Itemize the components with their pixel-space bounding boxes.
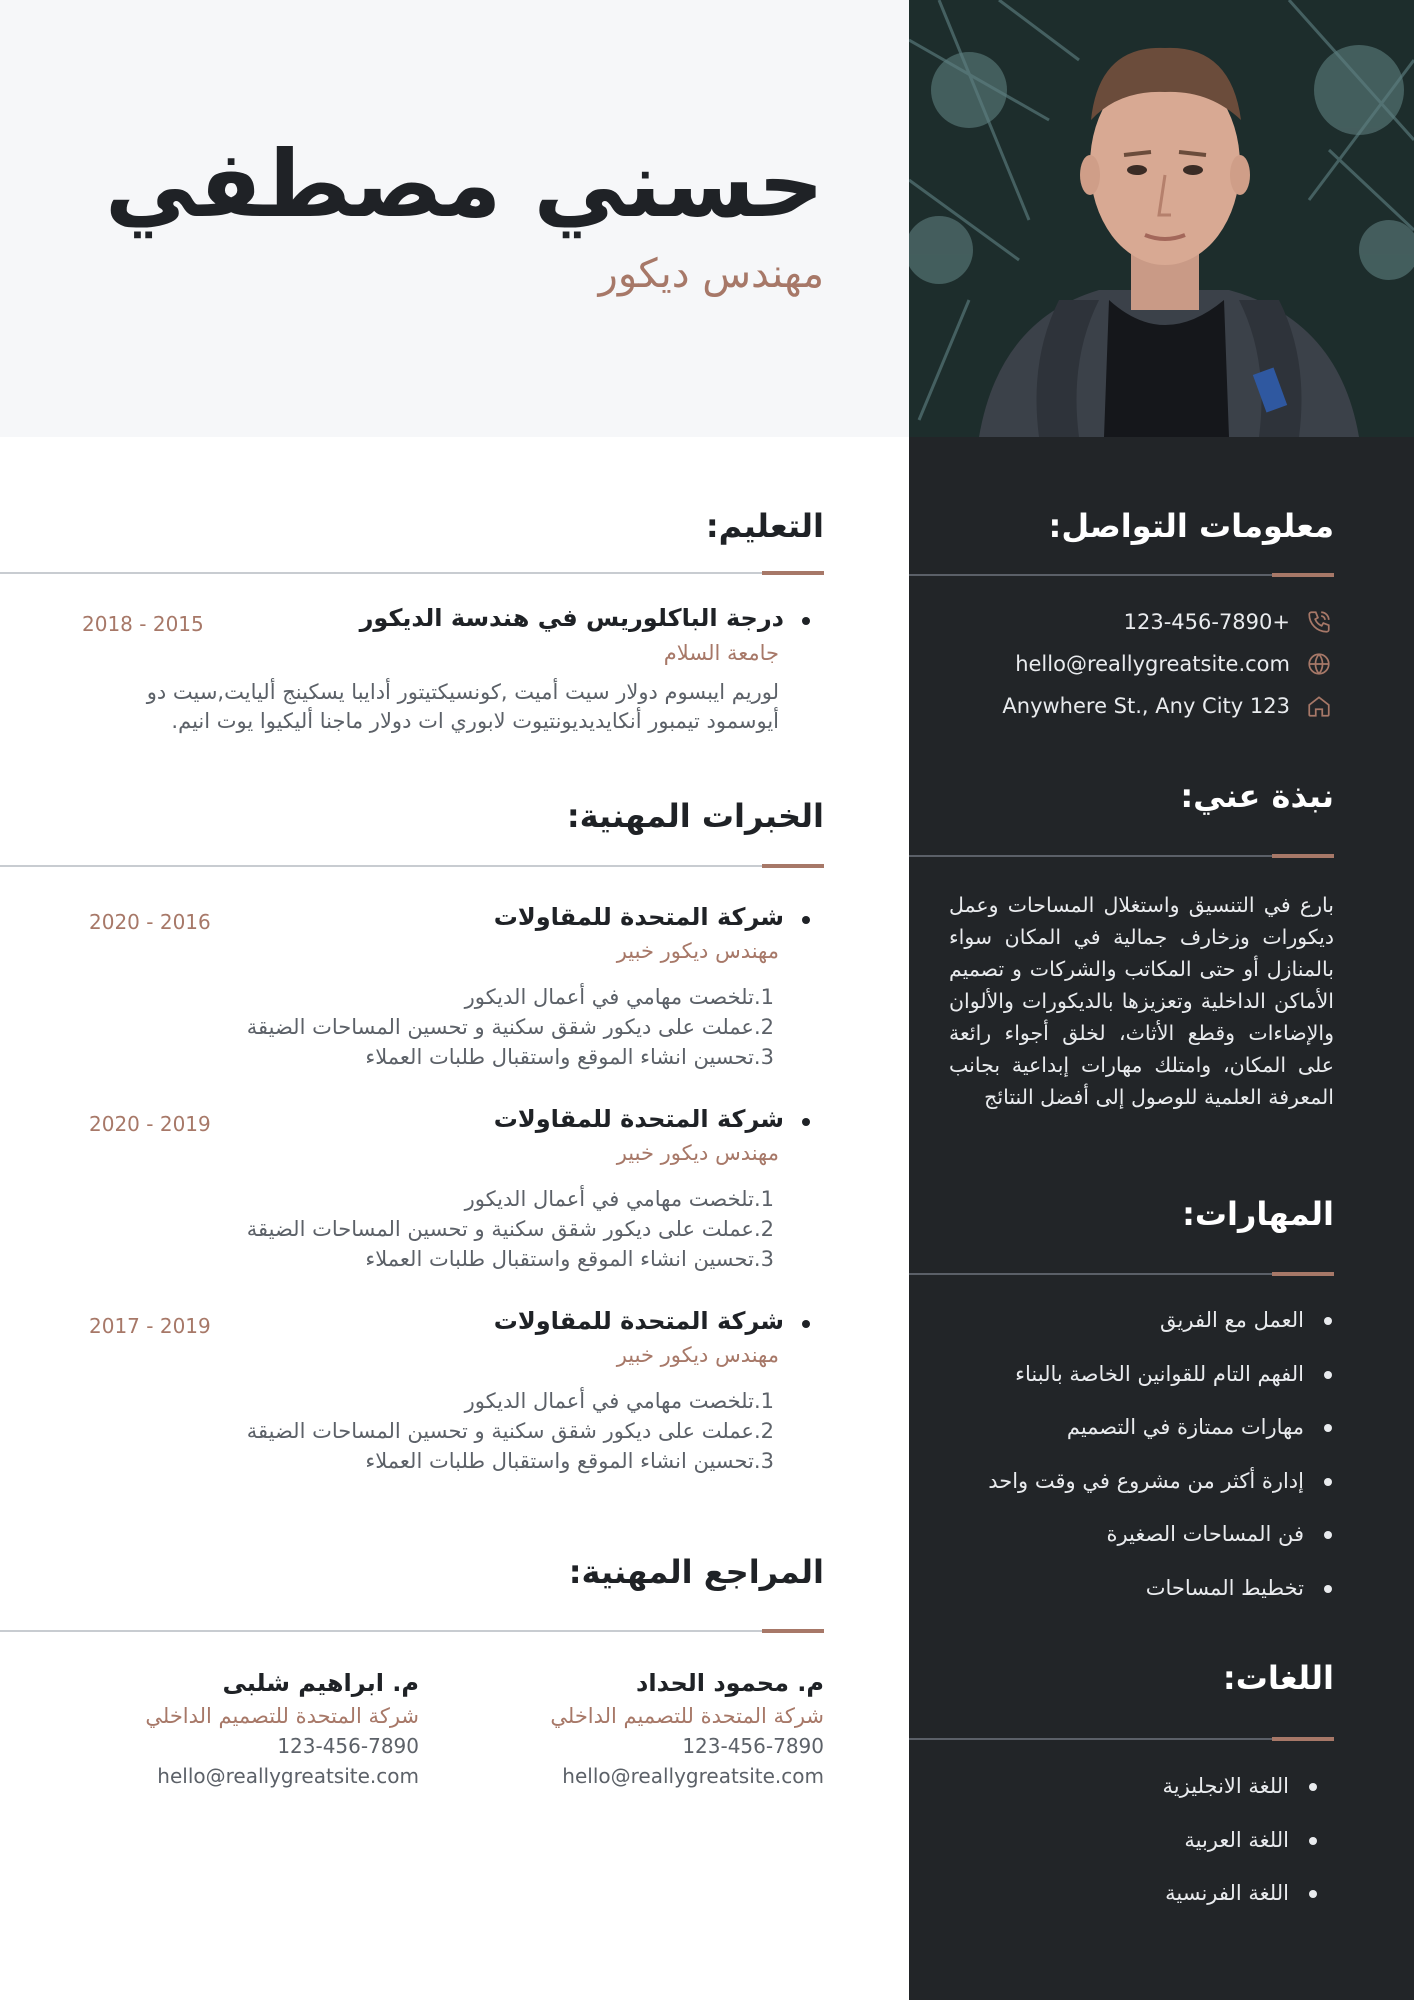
language-item: اللغة الانجليزية: [1163, 1760, 1319, 1814]
reference-company: شركة المتحدة للتصميم الداخلي: [145, 1704, 419, 1728]
experience-position: مهندس ديكور خبير: [616, 1343, 779, 1367]
education-heading: التعليم:: [705, 507, 824, 545]
languages-heading: اللغات:: [1222, 1659, 1334, 1697]
contact-heading: معلومات التواصل:: [1048, 507, 1334, 545]
experience-tasks: [247, 1386, 774, 1476]
about-accent: [1272, 854, 1334, 858]
about-heading: نبذة عني:: [1180, 777, 1334, 815]
reference-name: م. محمود الحداد: [636, 1669, 824, 1697]
about-text: بارع في التنسيق واستغلال المساحات وعمل ديكورات وزخارف جمالية في المكان سواء بالمنازل أو حتى المكاتب والشركات و تصميم الأماكن الداخلية وتعزيزها بالديكورات والألوان والإضاءات وقطع الأثاث، لخلق أجواء رائعة على المكان، وامتلك مهارات إبداعية بجانب المعرفة العلمية للوصول إلى أفضل النتائج: [949, 893, 1334, 1109]
experience-tasks: [247, 982, 774, 1072]
contact-phone-text: +123-456-7890: [1123, 610, 1290, 634]
skills-divider: [909, 1273, 1334, 1275]
contact-phone[interactable]: [1124, 605, 1334, 639]
skills-list: [988, 1294, 1334, 1615]
globe-icon: [1304, 649, 1334, 679]
experience-task: 2.عملت على ديكور شقق سكنية و تحسين المساحات الضيقة: [246, 1015, 774, 1039]
skill-item: فن المساحات الصغيرة: [988, 1508, 1334, 1562]
languages-accent: [1272, 1737, 1334, 1741]
language-item: اللغة العربية: [1163, 1814, 1319, 1868]
reference-email[interactable]: hello@reallygreatsite.com: [562, 1764, 824, 1788]
contact-address[interactable]: [1002, 689, 1334, 723]
experience-accent: [762, 864, 824, 868]
education-description: [147, 678, 779, 736]
experience-years: 2019 - 2020: [89, 1112, 211, 1136]
contact-divider: [909, 574, 1334, 576]
contact-address-text: 123 Anywhere St., Any City: [1002, 694, 1290, 718]
reference-name: م. ابراهيم شلبى: [222, 1669, 419, 1697]
experience-task: 1.تلخصت مهامي في أعمال الديكور: [464, 985, 774, 1009]
contact-accent: [1272, 573, 1334, 577]
education-degree: درجة الباكلوريس في هندسة الديكور: [359, 604, 784, 632]
reference-phone[interactable]: 123-456-7890: [277, 1734, 419, 1758]
reference-company: شركة المتحدة للتصميم الداخلي: [550, 1704, 824, 1728]
experience-task: 3.تحسين انشاء الموقع واستقبال طلبات العملاء: [365, 1247, 774, 1271]
experience-divider: [0, 865, 824, 867]
experience-task: 2.عملت على ديكور شقق سكنية و تحسين المساحات الضيقة: [246, 1419, 774, 1443]
references-divider: [0, 1630, 824, 1632]
experience-company: شركة المتحدة للمقاولات: [493, 1105, 784, 1133]
skill-item: إدارة أكثر من مشروع في وقت واحد: [988, 1455, 1334, 1509]
language-item: اللغة الفرنسية: [1163, 1867, 1319, 1921]
about-divider: [909, 855, 1334, 857]
skills-accent: [1272, 1272, 1334, 1276]
experience-years: 2016 - 2020: [89, 910, 211, 934]
person-role: مهندس ديكور: [598, 251, 824, 297]
reference-phone[interactable]: 123-456-7890: [682, 1734, 824, 1758]
education-description-line: أيوسمود تيمبور أنكايديديونتيوت لابوري ات دولار ماجنا أليكيوا يوت انيم.: [171, 709, 779, 733]
experience-task: 3.تحسين انشاء الموقع واستقبال طلبات العملاء: [365, 1449, 774, 1473]
skill-item: مهارات ممتازة في التصميم: [988, 1401, 1334, 1455]
skill-item: تخطيط المساحات: [988, 1562, 1334, 1616]
reference-email[interactable]: hello@reallygreatsite.com: [157, 1764, 419, 1788]
references-accent: [762, 1629, 824, 1633]
languages-divider: [909, 1738, 1334, 1740]
contact-email[interactable]: [1015, 647, 1334, 681]
references-heading: المراجع المهنية:: [568, 1553, 824, 1591]
phone-icon: [1304, 607, 1334, 637]
experience-task: 1.تلخصت مهامي في أعمال الديكور: [464, 1389, 774, 1413]
education-accent: [762, 571, 824, 575]
education-school: جامعة السلام: [663, 641, 779, 665]
experience-company: شركة المتحدة للمقاولات: [493, 903, 784, 931]
reference-card: [424, 1665, 824, 1791]
contact-email-text: hello@reallygreatsite.com: [1015, 652, 1290, 676]
skill-item: الفهم التام للقوانين الخاصة بالبناء: [988, 1348, 1334, 1402]
skill-item: العمل مع الفريق: [988, 1294, 1334, 1348]
profile-photo: [909, 0, 1414, 437]
home-icon: [1304, 691, 1334, 721]
experience-task: 2.عملت على ديكور شقق سكنية و تحسين المساحات الضيقة: [246, 1217, 774, 1241]
experience-position: مهندس ديكور خبير: [616, 1141, 779, 1165]
skills-heading: المهارات:: [1182, 1195, 1334, 1233]
person-name: حسني مصطفي: [104, 131, 824, 238]
education-divider: [0, 572, 824, 574]
experience-position: مهندس ديكور خبير: [616, 939, 779, 963]
experience-task: 1.تلخصت مهامي في أعمال الديكور: [464, 1187, 774, 1211]
experience-company: شركة المتحدة للمقاولات: [493, 1307, 784, 1335]
experience-tasks: [247, 1184, 774, 1274]
experience-heading: الخبرات المهنية:: [566, 797, 824, 835]
reference-card: [19, 1665, 419, 1791]
experience-years: 2019 - 2017: [89, 1314, 211, 1338]
experience-task: 3.تحسين انشاء الموقع واستقبال طلبات العملاء: [365, 1045, 774, 1069]
sidebar: [909, 437, 1414, 2000]
education-years: 2015 - 2018: [82, 612, 204, 636]
languages-list: [1163, 1760, 1319, 1921]
education-description-line: لوريم ايبسوم دولار سيت أميت ,كونسيكتيتور أدايبا يسكينج أليايت,سيت دو: [146, 680, 779, 704]
